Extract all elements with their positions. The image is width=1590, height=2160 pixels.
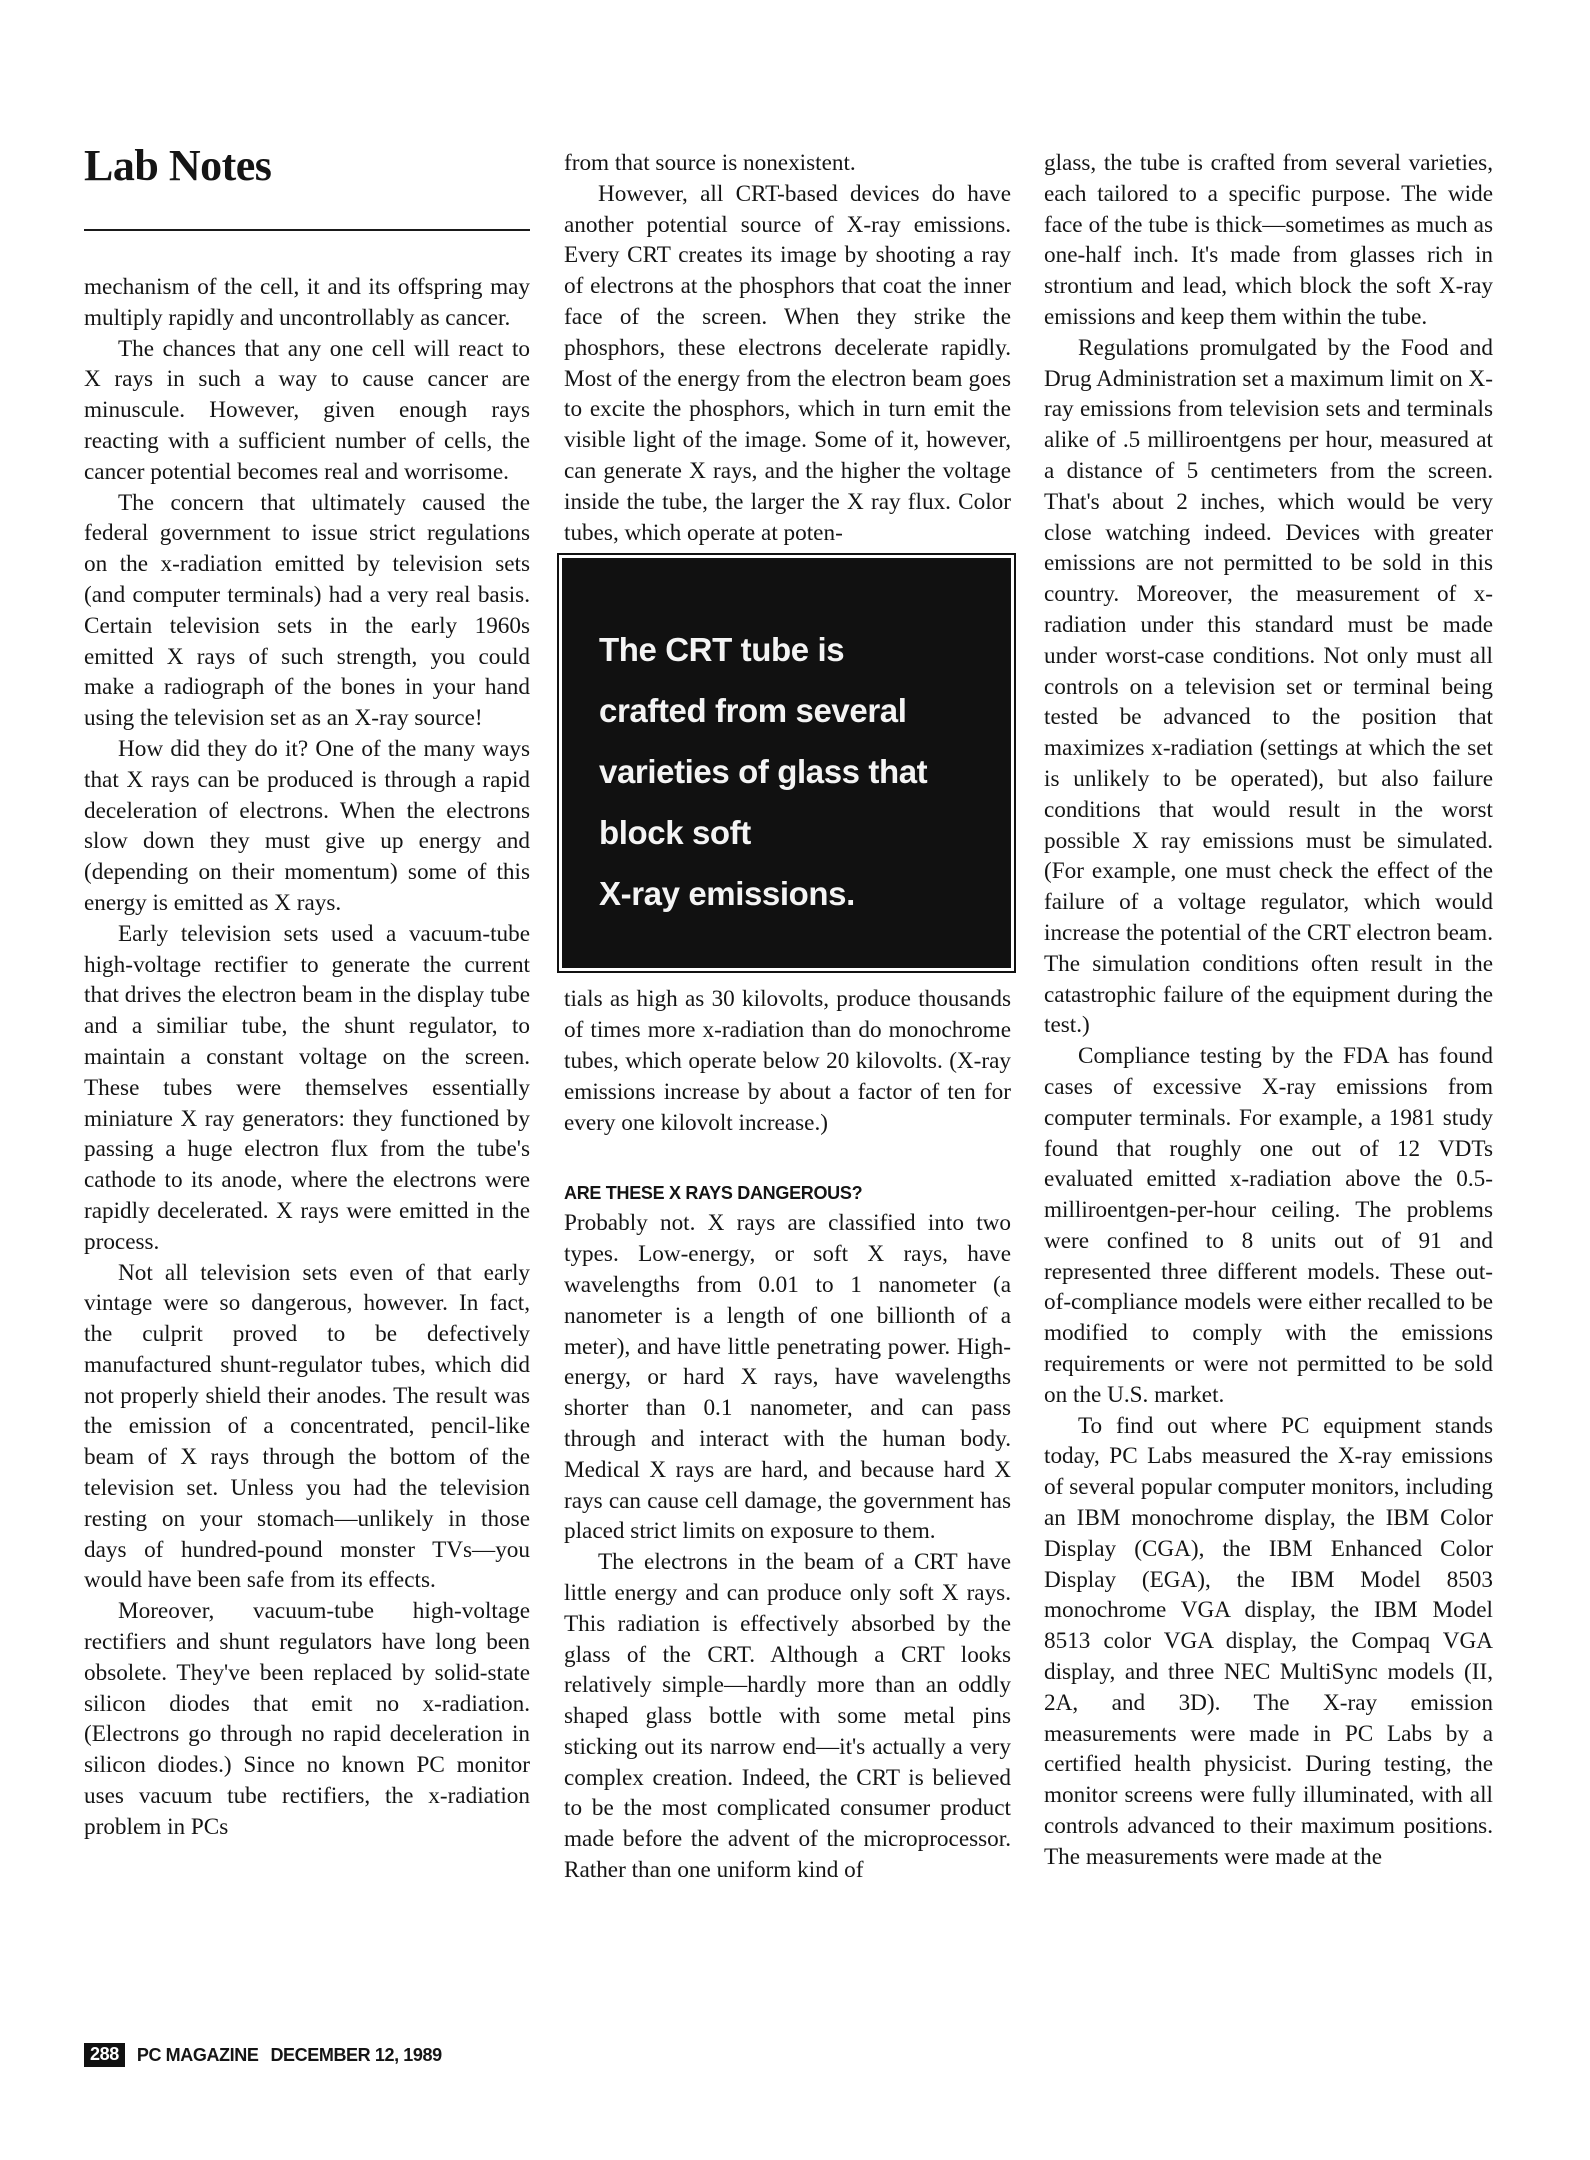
paragraph: To find out where PC equipment stands today, PC Labs measured the X-ray emissions of several popular computer monitors, including an IBM monochrome display, the IBM Color Display (CGA), the IBM Enhanced Color Display (EGA), the IBM Model 8503 monochrome VGA display, the IBM Model 8513 color VGA display, the Compaq VGA display, and three NEC MultiSync models (II, 2A, and 3D). The X-ray emission measurements were made in PC Labs by a certified health physicist. During testing, the monitor screens were fully illuminated, with all controls advanced to their maximum positions. The measurements were made at the — [1044, 1412, 1493, 1870]
pull-quote-text: The CRT tube is crafted from several varieties of glass that block soft X-ray emissions. — [599, 631, 928, 913]
paragraph: Not all television sets even of that early vintage were so dangerous, however. In fact, the culprit proved to be defectively manufactured shunt-regulator tubes, which did not properly shield their anodes. The result was the emission of a concentrated, pencil-like beam of X rays through the bottom of the television set. Unless you had the television resting on your stomach—unlikely in those days of hundred-pound monster TVs—you would have been safe from its effects. — [84, 1259, 530, 1594]
subhead: ARE THESE X RAYS DANGEROUS? — [564, 1183, 863, 1204]
page-footer — [84, 2040, 442, 2070]
column-3 — [1044, 148, 1493, 1873]
magazine-name: PC MAGAZINE — [136, 2044, 259, 2065]
paragraph: mechanism of the cell, it and its offspring may multiply rapidly and uncontrollably as cancer. — [84, 274, 530, 331]
paragraph: Moreover, vacuum-tube high-voltage rectifiers and shunt regulators have long been obsolete. They've been replaced by solid-state silicon diodes that emit no x-radiation. (Electrons go through no rapid deceleration in silicon diodes.) Since no known PC monitor uses vacuum tube rectifiers, the x-radiation problem in PCs — [84, 1598, 530, 1840]
column-1 — [84, 272, 530, 1843]
paragraph: Regulations promulgated by the Food and Drug Administration set a maximum limit on X-ray emissions from television sets and terminals alike of .5 milliroentgens per hour, measured at a distance of 5 centimeters from the screen. That's about 2 inches, which would be very close watching indeed. Devices with greater emissions are not permitted to be sold in this country. Moreover, the measurement of x-radiation under this standard must be made under worst-case conditions. Not only must all controls on a television set or terminal being tested be advanced to the position that maximizes x-radiation (settings at which the set is unlikely to be operated), but also failure conditions that would result in the worst possible X ray emissions must be simulated. (For example, one must check the effect of the failure of a voltage regulator, which would increase the potential of the CRT electron beam. The simulation conditions often result in the catastrophic failure of the equipment during the test.) — [1044, 334, 1493, 1039]
section-title: Lab Notes — [84, 141, 272, 190]
title-rule — [84, 229, 530, 231]
paragraph: How did they do it? One of the many ways that X rays can be produced is through a rapid deceleration of electrons. When the electrons slow down they must give up energy and (depending on their momentum) some of this energy is emitted as X rays. — [84, 735, 530, 916]
paragraph: tials as high as 30 kilovolts, produce thousands of times more x-radiation than do monochrome tubes, which operate below 20 kilovolts. (X-ray emissions increase by about a factor of ten for every one kilovolt increase.) — [564, 986, 1011, 1136]
paragraph: Compliance testing by the FDA has found cases of excessive X-ray emissions from computer terminals. For example, a 1981 study found that roughly one out of 12 VDTs evaluated emitted x-radiation above the 0.5-milliroentgen-per-hour ceiling. The problems were confined to 8 units out of 91 and represented three different models. These out-of-compliance models were either recalled to be modified to comply with the emissions requirements or were not permitted to be sold on the U.S. market. — [1044, 1043, 1493, 1408]
paragraph: The chances that any one cell will react to X rays in such a way to cause cancer are minuscule. However, given enough rays reacting with a sufficient number of cells, the cancer potential becomes real and worrisome. — [84, 335, 530, 485]
paragraph: Early television sets used a vacuum-tube high-voltage rectifier to generate the current that drives the electron beam in the display tube and a similiar tube, the shunt regulator, to maintain a constant voltage on the screen. These tubes were themselves essentially miniature X ray generators: they functioned by passing a huge electron flux from the tube's cathode to its anode, where the electrons were rapidly decelerated. X rays were emitted in the process. — [84, 920, 530, 1255]
column-2 — [564, 148, 1011, 1886]
issue-date: DECEMBER 12, 1989 — [270, 2044, 442, 2065]
paragraph: Probably not. X rays are classified into two types. Low-energy, or soft X rays, have wavelengths from 0.01 to 1 nanometer (a nanometer is a length of one billionth of a meter), and have little penetrating power. High-energy, or hard X rays, have wavelengths shorter than 0.1 nanometer, and can pass through and interact with the human body. Medical X rays are hard, and because hard X rays can cause cell damage, the government has placed strict limits on exposure to them. — [564, 1210, 1011, 1545]
paragraph: However, all CRT-based devices do have another potential source of X-ray emissions. Every CRT creates its image by shooting a ray of electrons at the phosphors that coat the inner face of the screen. When they strike the phosphors, these electrons decelerate rapidly. Most of the energy from the electron beam goes to excite the phosphors, which in turn emit the visible light of the image. Some of it, however, can generate X rays, and the higher the voltage inside the tube, the larger the X ray flux. Color tubes, which operate at poten- — [564, 180, 1011, 546]
paragraph: The electrons in the beam of a CRT have little energy and can produce only soft X rays. This radiation is effectively absorbed by the glass of the CRT. Although a CRT looks relatively simple—hardly more than an oddly shaped glass bottle with some metal pins sticking out its narrow end—it's actually a very complex creation. Indeed, the CRT is believed to be the most complicated consumer product made before the advent of the microprocessor. Rather than one uniform kind of — [564, 1549, 1011, 1884]
paragraph: The concern that ultimately caused the federal government to issue strict regulations on the x-radiation emitted by television sets (and computer terminals) had a very real basis. Certain television sets in the early 1960s emitted X rays of such strength, you could make a radiograph of the bones in your hand using the television set as an X-ray source! — [84, 489, 530, 732]
paragraph: glass, the tube is crafted from several varieties, each tailored to a specific purpose. The wide face of the tube is thick—sometimes as much as one-half inch. It's made from glasses rich in strontium and lead, which block the soft X-ray emissions and keep them within the tube. — [1044, 150, 1493, 330]
paragraph: from that source is nonexistent. — [564, 150, 856, 176]
page-number: 288 — [84, 2043, 125, 2067]
pull-quote — [562, 558, 1011, 968]
